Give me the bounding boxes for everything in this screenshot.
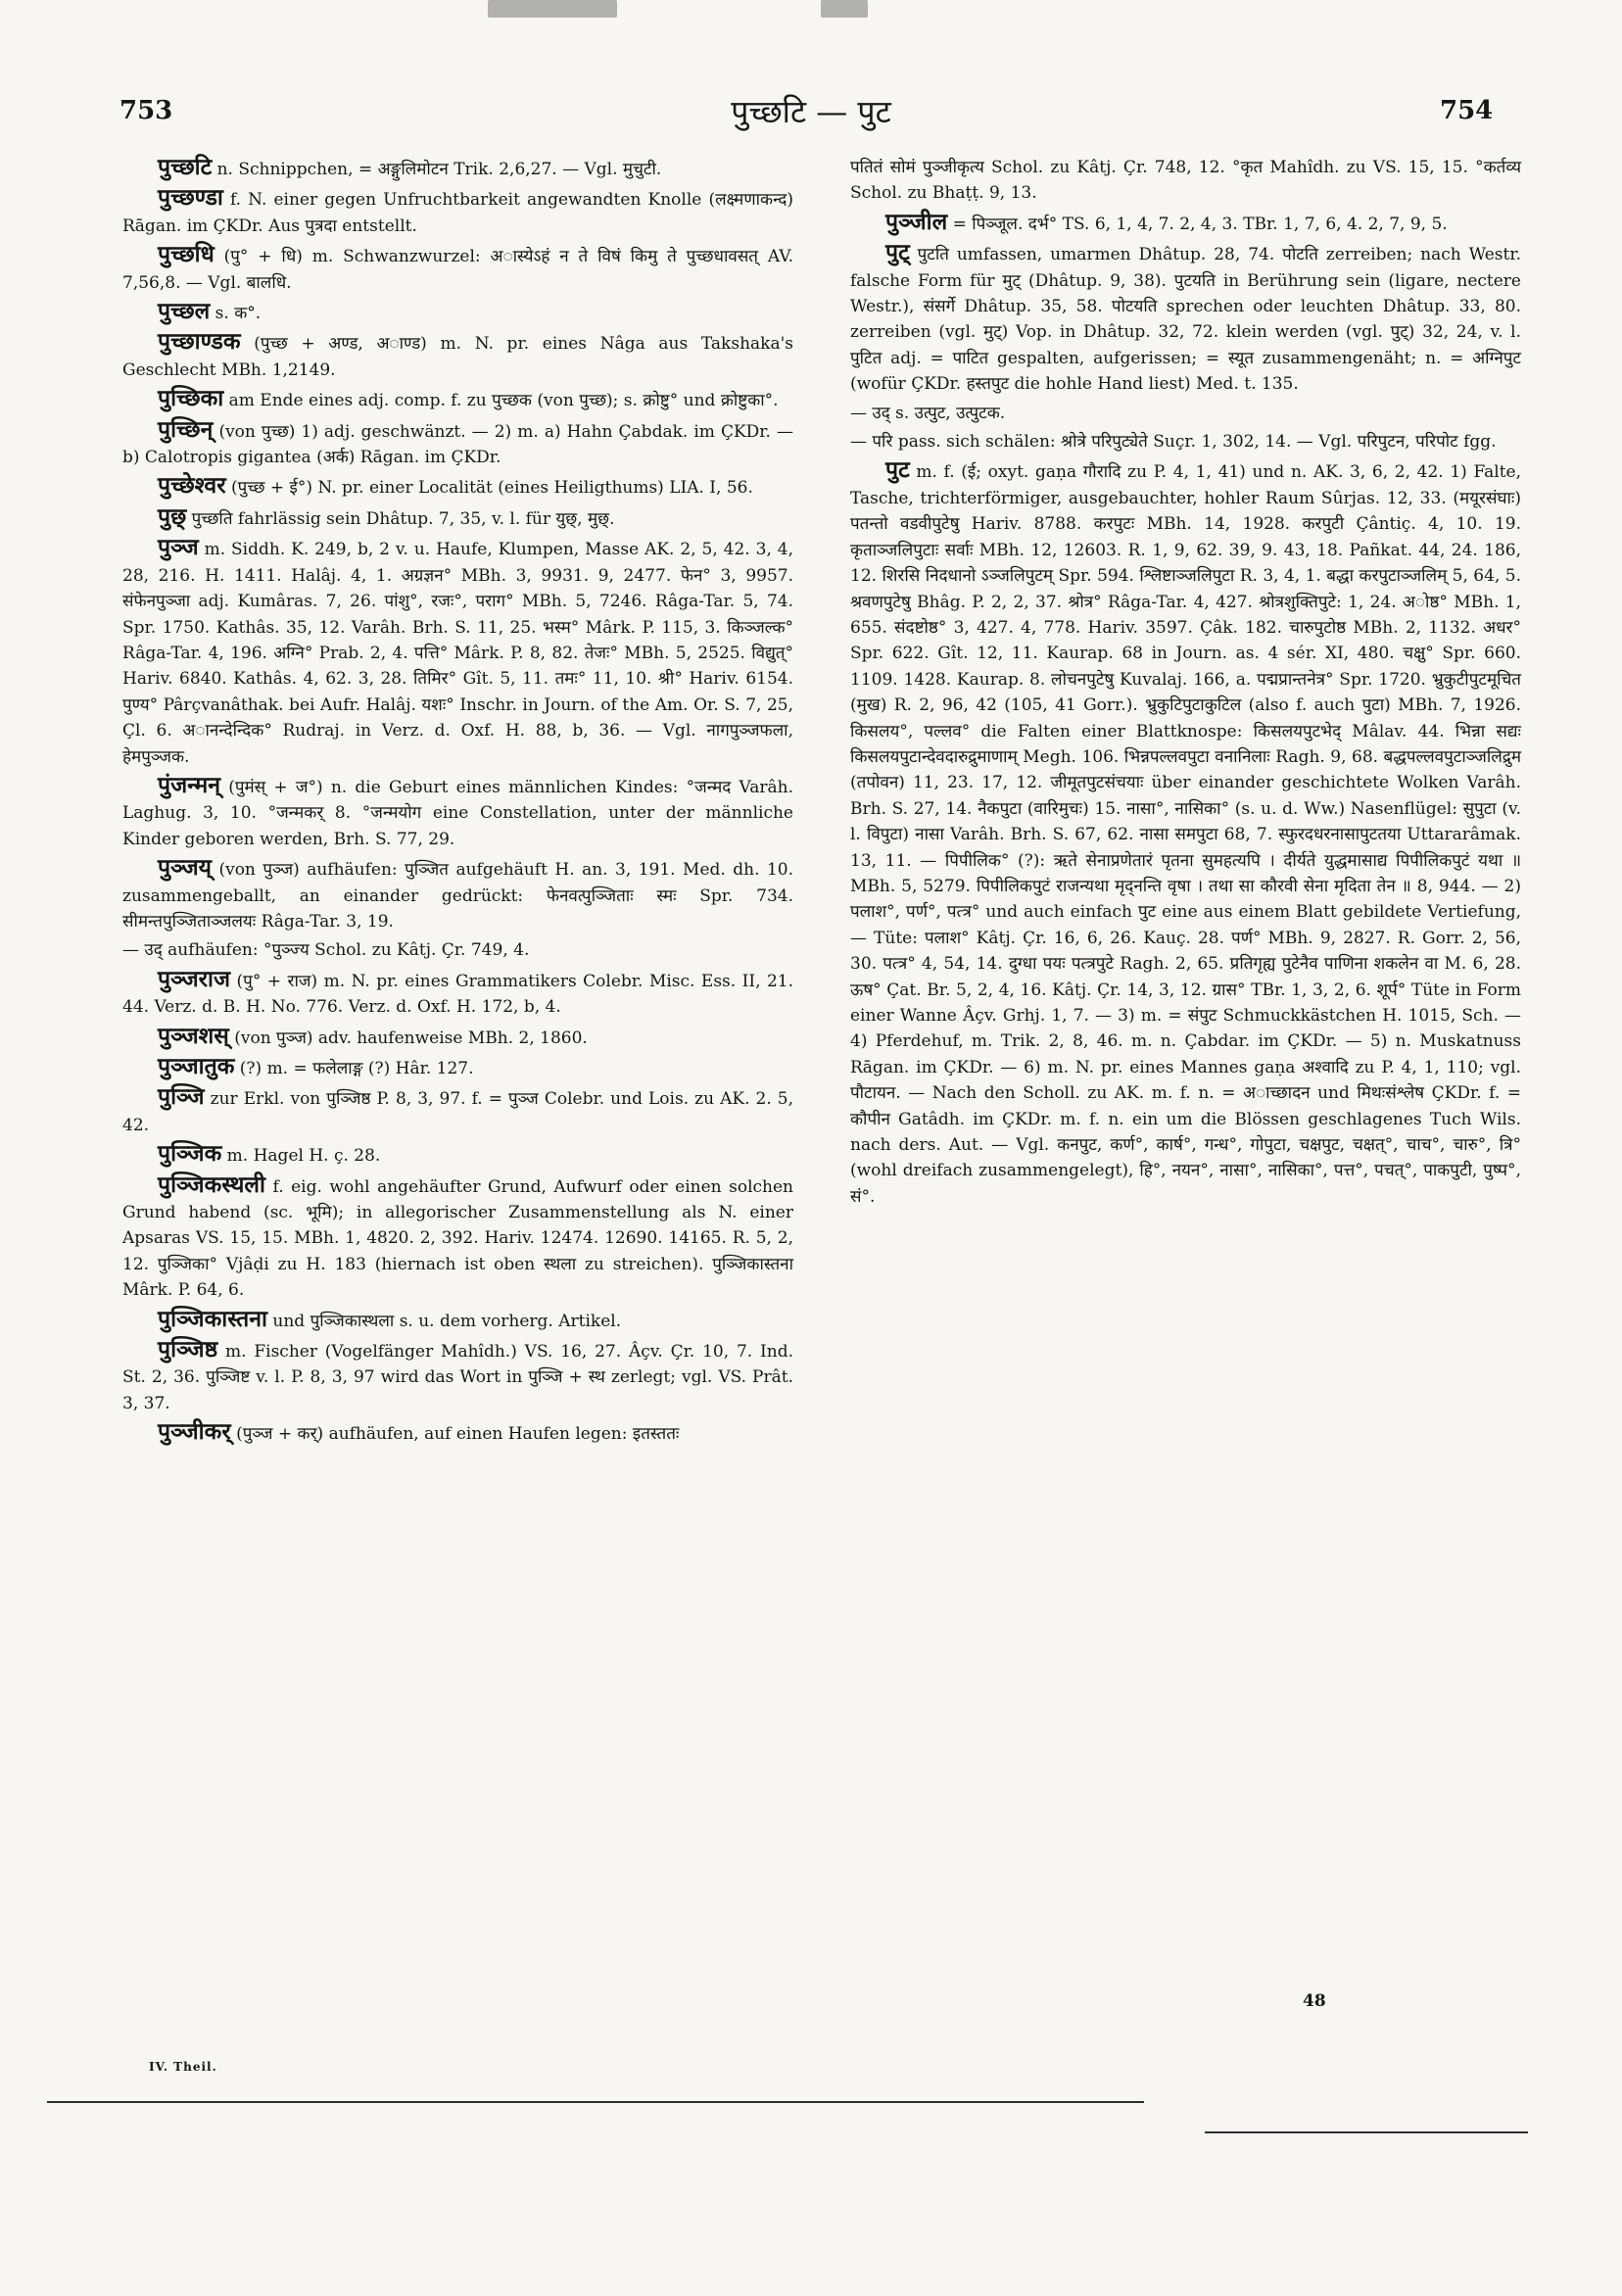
headword: पुछ् xyxy=(158,502,187,530)
headword: पुञ्जिक xyxy=(158,1140,222,1168)
page-header xyxy=(0,90,1622,149)
headword: पुच्छाण्डक xyxy=(158,328,241,356)
entry-text: und पुञ्जिकास्थला s. u. dem vorherg. Artikel. xyxy=(272,1311,622,1331)
entry-text: f. N. einer gegen Unfruchtbarkeit angewandten Knolle (लक्ष्मणाकन्द) Rāgan. im ÇKDr. Aus पुत्रदा entstellt. xyxy=(122,190,793,236)
headword: पुच्छिन् xyxy=(158,415,214,443)
dictionary-entry xyxy=(122,473,793,501)
scan-artifact xyxy=(821,0,868,18)
dictionary-entry xyxy=(122,185,793,239)
bottom-rule xyxy=(47,2101,1144,2103)
headword: पुञ्जराज xyxy=(158,965,231,992)
dictionary-entry xyxy=(122,1337,793,1416)
entry-text: m. f. (ई; oxyt. gaṇa गौरादि zu P. 4, 1, 41) und n. AK. 3, 6, 2, 42. 1) Falte, Tasche, trichterförmiger, ausgebauchter, hohler Raum Sûrjas. 12, 33. (मयूरसंघाः) पतन्तो वडवीपुटेषु Hariv. 8788. करपुटः MBh. 14, 1928. करपुटी Çântiç. 4, 10. 19. कृताञ्जलिपुटाः सर्वाः MBh. 12, 12603. R. 1, 9, 62. 39, 9. 43, 18. Pañkat. 44, 24. 186, 12. शिरसि निदधानो ऽञ्जलिपुटम् Spr. 594. श्लिष्टाञ्जलिपुटा R. 3, 4, 1. बद्धा करपुटाञ्जलिम् 5, 64, 5. श्रवणपुटेषु Bhâg. P. 2, 2, 37. श्रोत्र° Râga-Tar. 4, 427. श्रोत्रशुक्तिपुटे: 1, 24. अोष्ठ° MBh. 1, 655. संदष्टोष्ठ° 3, 427. 4, 778. Hariv. 3597. Çâk. 182. चारुपुटोष्ठ MBh. 2, 1132. अधर° Spr. 622. Gît. 12, 11. Kaurap. 68 in Journ. as. 4 sér. XI, 480. चक्षु° Spr. 660. 1109. 1428. Kaurap. 8. लोचनपुटेषु Kuvalaj. 166, a. पद्मप्रान्तनेत्र° Spr. 1720. भ्रुकुटीपुटमूचित (मुख) R. 2, 96, 42 (105, 41 Gorr.). भ्रुकुटिपुटाकुटिल (also f. auch पुटा) MBh. 7, 1926. किसलय°, पल्लव° die Falten einer Blattknospe: किसलयपुटभेद् Mâlav. 44. भिन्ना सद्यः किसलयपुटान्देवदारुद्रुमाणाम् Megh. 106. भिन्नपल्लवपुटा वनानिलाः Ragh. 9, 68. बद्धपल्लवपुटाञ्जलिद्रुम (तपोवन) 11, 23. 17, 12. जीमूतपुटसंचयाः über einander geschichtete Wolken Varâh. Brh. S. 27, 14. नैकपुटा (वारिमुचः) 15. नासा°, नासिका° (s. u. d. Ww.) Nasenflügel: सुपुटा (v. l. विपुटा) नासा Varâh. Brh. S. 67, 62. नासा समपुटा 68, 7. स्फुरदधरनासापुटतया Uttararâmak. 13, 11. — पिपीलिक° (?): ऋते सेनाप्रणेतारं पृतना सुमहत्यपि । दीर्यते युद्धमासाद्य पिपीलिकपुटं यथा ॥ MBh. 5, 5279. पिपीलिकपुटं राजन्यथा मृद्नन्ति वृषा । तथा सा कौरवी सेना मृदिता तेन ॥ 8, 944. — 2) पलाश°, पर्ण°, पत्त्र° und auch einfach पुट eine aus einem Blatt gebildete Vertiefung, — Tüte: पलाश° Kâtj. Çr. 16, 6, 26. Kauç. 28. पर्ण° MBh. 9, 2827. R. Gorr. 2, 56, 30. पत्त्र° 4, 54, 14. दुग्धा पयः पत्त्रपुटे Ragh. 2, 65. प्रतिगृह्य पुटेनैव पाणिना शकलेन वा M. 6, 28. ऊष° Çat. Br. 5, 2, 4, 16. Kâtj. Çr. 14, 3, 12. ग्रास° TBr. 1, 3, 2, 6. शूर्प° Tüte in Form einer Wanne Âçv. Grhj. 1, 7. — 3) m. = संपुट Schmuckkästchen H. 1015, Sch. — 4) Pferdehuf, m. Trik. 2, 8, 46. m. n. Çabdar. im ÇKDr. — 5) n. Muskatnuss Rāgan. im ÇKDr. — 6) m. N. pr. eines Mannes gaṇa अश्वादि zu P. 4, 1, 110; vgl. पौटायन. — Nach den Scholl. zu AK. m. f. n. = अाच्छादन und मिथःसंश्लेष ÇKDr. f. = कौपीन Gatâdh. im ÇKDr. m. f. n. ein um die Blössen geschlagenes Tuch Wils. nach ders. Aut. — Vgl. कनपुट, कर्ण°, कार्ष°, गन्ध°, गोपुटा, चक्षपुट, चक्षत्°, चाच°, चारु°, त्रि° (wohl dreifach zusammengelegt), हि°, नयन°, नासा°, नासिका°, पत्त°, पचत्°, पाकपुटी, पुष्प°, सं°. xyxy=(850,462,1521,1207)
entry-text: (von पुञ्ज) adv. haufenweise MBh. 2, 1860. xyxy=(234,1028,588,1048)
dictionary-entry xyxy=(850,457,1521,1210)
entry-text: पुच्छति fahrlässig sein Dhâtup. 7, 35, v. l. für युछ्, मुछ्. xyxy=(191,508,615,529)
entry-text: (पु° + राज) m. N. pr. eines Grammatikers Colebr. Misc. Ess. II, 21. 44. Verz. d. B. H. No. 776. Verz. d. Oxf. H. 172, b, 4. xyxy=(122,971,793,1018)
entry-text: पतितं सोमं पुञ्जीकृत्य Schol. zu Kâtj. Çr. 748, 12. °कृत Mahîdh. zu VS. 15, 15. °कर्तव्य Schol. zu Bhaṭṭ. 9, 13. xyxy=(850,158,1521,204)
sheet-number: 48 xyxy=(1303,1991,1326,2011)
dictionary-entry xyxy=(122,504,793,532)
dictionary-entry xyxy=(122,417,793,471)
dictionary-entry xyxy=(122,386,793,413)
entry-text: — उद् s. उत्पुट, उत्पुटक. xyxy=(850,403,1006,423)
headword: पुञ्जशस् xyxy=(158,1022,229,1049)
dictionary-entry xyxy=(122,855,793,934)
dictionary-entry xyxy=(122,1307,793,1334)
dictionary-entry xyxy=(122,155,793,182)
dictionary-entry xyxy=(122,1054,793,1081)
entry-text: — उद् aufhäufen: °पुञ्ज्य Schol. zu Kâtj. Çr. 749, 4. xyxy=(122,940,530,961)
left-column xyxy=(122,155,793,1451)
headword: पुञ्जील xyxy=(885,208,948,235)
dictionary-entry xyxy=(122,967,793,1021)
dictionary-entry xyxy=(122,1024,793,1051)
dictionary-entry xyxy=(122,773,793,852)
entry-text: (पुच्छ + ई°) N. pr. einer Localität (eines Heiligthums) LIA. I, 56. xyxy=(231,478,753,499)
dictionary-entry xyxy=(850,210,1521,237)
entry-text: (पुमंस् + ज°) n. die Geburt eines männlichen Kindes: °जन्मद Varâh. Laghug. 3, 10. °जन्मकर् 8. °जन्मयोग eine Constellation, unter der männliche Kinder geboren werden, Brh. S. 77, 29. xyxy=(122,777,793,849)
scan-artifact xyxy=(488,0,617,18)
entry-text: (पुच्छ + अण्ड, अाण्ड) m. N. pr. eines Nâga aus Takshaka's Geschlecht MBh. 1,2149. xyxy=(122,334,793,380)
headword: पुच्छधि xyxy=(158,241,215,268)
entry-text: s. क°. xyxy=(215,304,262,324)
page-number-left: 753 xyxy=(119,96,173,125)
headword: पुच्छिका xyxy=(158,385,224,412)
dictionary-entry xyxy=(850,401,1521,426)
entry-text: m. Siddh. K. 249, b, 2 v. u. Haufe, Klumpen, Masse AK. 2, 5, 42. 3, 4, 28, 216. H. 1411. Halâj. 4, 1. अग्रज्ञन° MBh. 3, 9931. 9, 2477. फेन° 3, 9957. संफेनपुञ्जा adj. Kumâras. 7, 26. पांशु°, रजः°, पराग° MBh. 5, 7246. Râga-Tar. 5, 74. Spr. 1750. Kathâs. 35, 12. Varâh. Brh. S. 11, 25. भस्म° Mârk. P. 115, 3. किञ्जल्क° Râga-Tar. 4, 196. अग्नि° Prab. 2, 4. पत्ति° Mârk. P. 8, 82. तेजः° MBh. 5, 2525. विद्युत्° Hariv. 6840. Kathâs. 4, 62. 3, 28. तिमिर° Gît. 5, 11. तमः° 11, 10. श्री° Hariv. 6154. पुण्य° Pârçvanâthak. bei Aufr. Halâj. यशः° Inschr. in Journ. of the Am. Or. S. 7, 25, Çl. 6. अानन्देन्दिक° Rudraj. in Verz. d. Oxf. H. 88, b, 36. — Vgl. नागपुञ्जफला, हेमपुञ्जक. xyxy=(122,540,794,767)
dictionary-entry xyxy=(122,242,793,296)
headword: पुञ्जीकर् xyxy=(158,1418,231,1446)
dictionary-entry xyxy=(122,299,793,326)
headword: पुञ्जातुक xyxy=(158,1053,235,1079)
headword: पुच्छटि xyxy=(158,154,213,180)
headword: पुच्छण्डा xyxy=(158,184,223,212)
entry-text: — परि pass. sich schälen: श्रोत्रे परिपुट्येते Suçr. 1, 302, 14. — Vgl. परिपुटन, परिपोट fgg. xyxy=(850,432,1497,453)
dictionary-entry xyxy=(850,240,1521,397)
dictionary-entry xyxy=(122,1084,793,1138)
dictionary-entry xyxy=(122,937,793,963)
dictionary-entry xyxy=(850,429,1521,454)
headword: पुच्छेश्वर xyxy=(158,472,226,500)
headword: पुञ्जिष्ठ xyxy=(158,1336,218,1363)
dictionary-entry xyxy=(122,1141,793,1169)
entry-text: m. Hagel H. ç. 28. xyxy=(226,1146,381,1167)
dictionary-entry xyxy=(122,329,793,383)
entry-text: (पु° + धि) m. Schwanzwurzel: अास्येऽहं न ते विषं किमु ते पुच्छधावसत् AV. 7,56,8. — Vgl. बालधि. xyxy=(122,247,793,293)
headword: पुट xyxy=(885,456,910,484)
entry-text: (पुञ्ज + कर्) aufhäufen, auf einen Haufen legen: इतस्ततः xyxy=(236,1424,680,1445)
entry-text: zur Erkl. von पुञ्जिष्ठ P. 8, 3, 97. f. = पुञ्ज Colebr. und Lois. zu AK. 2. 5, 42. xyxy=(122,1089,794,1135)
entry-text: n. Schnippchen, = अङ्गुलिमोटन Trik. 2,6,27. — Vgl. मुचुटी. xyxy=(216,160,662,179)
dictionary-entry xyxy=(122,1172,793,1304)
dictionary-entry xyxy=(122,1419,793,1447)
entry-text: (von पुच्छ) 1) adj. geschwänzt. — 2) m. a) Hahn Çabdak. im ÇKDr. — b) Calotropis gigantea (अर्क) Rāgan. im ÇKDr. xyxy=(122,421,794,468)
entry-text: f. eig. wohl angehäufter Grund, Aufwurf oder einen solchen Grund habend (sc. भूमि); in allegorischer Zusammenstellung als N. einer Apsaras VS. 15, 15. MBh. 1, 4820. 2, 392. Hariv. 12474. 12690. 14165. R. 5, 2, 12. पुञ्जिका° Vjâḍi zu H. 183 (hiernach ist oben स्थला zu streichen). पुञ्जिकास्तना Mârk. P. 64, 6. xyxy=(122,1176,793,1301)
headword: पुञ्जि xyxy=(158,1083,205,1111)
headword: पुञ्जिकस्थली xyxy=(158,1171,265,1198)
entry-text: पुटति umfassen, umarmen Dhâtup. 28, 74. पोटति zerreiben; nach Westr. falsche Form für मुट् (Dhâtup. 9, 38). पुटयति in Berührung sein (ligare, nectere Westr.), संसर्गे Dhâtup. 35, 58. पोटयति sprechen oder leuchten Dhâtup. 33, 80. zerreiben (vgl. मुट्) Vop. in Dhâtup. 32, 72. klein werden (vgl. पुट्) 32, 24, v. l. पुटित adj. = पाटित gespalten, aufgerissen; = स्यूत zusammengenäht; n. = अग्निपुट (wofür ÇKDr. हस्तपुट die hohle Hand liest) Med. t. 135. xyxy=(850,245,1521,395)
right-column xyxy=(850,155,1521,1213)
entry-text: (?) m. = फलेलाङ्ग (?) Hâr. 127. xyxy=(239,1059,474,1078)
headword: पुंजन्मन् xyxy=(158,771,220,798)
headword: पुञ्जय् xyxy=(158,854,212,882)
signature-mark: IV. Theil. xyxy=(149,2060,217,2074)
headword: पुच्छल xyxy=(158,298,211,325)
running-head: पुच्छटि — पुट xyxy=(731,93,891,130)
entry-text: m. Fischer (Vogelfänger Mahîdh.) VS. 16, 27. Âçv. Çr. 10, 7. Ind. St. 2, 36. पुञ्जिष्ट v. l. P. 8, 3, 97 wird das Wort in पुञ्जि + स्थ zerlegt; vgl. VS. Prât. 3, 37. xyxy=(122,1342,793,1413)
dictionary-entry xyxy=(122,535,793,770)
bottom-rule-short xyxy=(1205,2131,1528,2133)
dictionary-entry xyxy=(850,155,1521,207)
entry-text: am Ende eines adj. comp. f. zu पुच्छक (von पुच्छ); s. क्रोष्टु° und क्रोष्टुका°. xyxy=(228,391,779,411)
page-number-right: 754 xyxy=(1440,96,1494,125)
headword: पुट् xyxy=(885,239,910,266)
headword: पुञ्ज xyxy=(158,534,199,561)
entry-text: = पिञ्जूल. दर्भ° TS. 6, 1, 4, 7. 2, 4, 3. TBr. 1, 7, 6, 4. 2, 7, 9, 5. xyxy=(952,214,1448,234)
headword: पुञ्जिकास्तना xyxy=(158,1305,267,1332)
entry-text: (von पुञ्ज) aufhäufen: पुञ्जित aufgehäuft H. an. 3, 191. Med. dh. 10. zusammengeballt, an einander gedrückt: फेनवत्पुञ्जिताः स्मः Spr. 734. सीमन्तपुञ्जिताञ्जलयः Râga-Tar. 3, 19. xyxy=(122,860,793,932)
